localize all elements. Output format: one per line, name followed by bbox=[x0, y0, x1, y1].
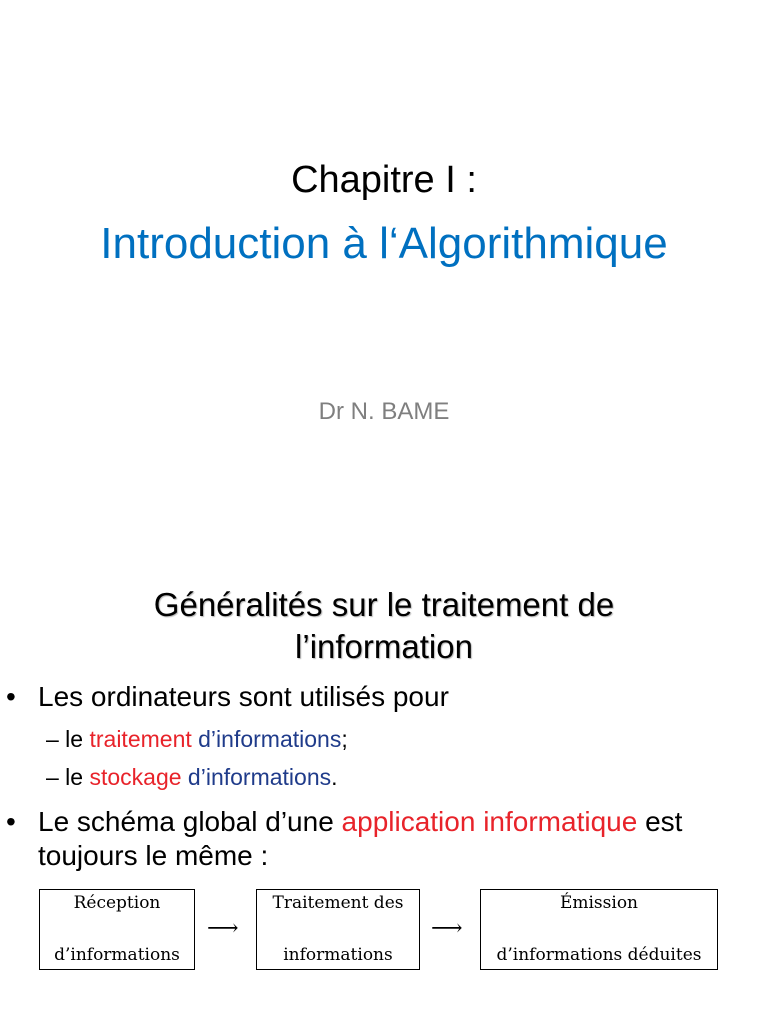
box-line2: d’informations déduites bbox=[496, 945, 702, 965]
bullet-text: Les ordinateurs sont utilisés pour bbox=[38, 681, 449, 712]
section-title-line2: l’information bbox=[295, 628, 473, 665]
subitem-highlight: stockage bbox=[89, 764, 182, 790]
subitem-rest: d’informations bbox=[181, 764, 332, 790]
bullet-text-before: Le schéma global d’une bbox=[38, 806, 342, 837]
bullet-text-after: est toujours le même : bbox=[38, 806, 683, 871]
section-title-line1: Généralités sur le traitement de bbox=[153, 586, 615, 623]
subitem-rest: d’informations bbox=[191, 726, 342, 752]
box-line1: Émission bbox=[559, 893, 639, 913]
bullet-text bbox=[6, 805, 766, 873]
bullet-schema bbox=[6, 805, 766, 873]
subitem-stockage bbox=[46, 763, 338, 791]
box-line1: Réception bbox=[73, 893, 161, 913]
subitem-prefix: – le bbox=[46, 764, 90, 790]
subitem-highlight: traitement bbox=[89, 726, 192, 752]
diagram-box-reception bbox=[39, 889, 195, 970]
bullet-highlight: application informatique bbox=[341, 806, 638, 837]
chapter-subtitle: Introduction à l‘Algorithmique bbox=[100, 219, 668, 268]
bullet-ordinateurs bbox=[6, 680, 766, 714]
bullet-marker: • bbox=[6, 806, 16, 837]
diagram-arrow-2: ⟶ bbox=[431, 916, 463, 941]
diagram-box-emission bbox=[480, 889, 718, 970]
diagram-arrow-1: ⟶ bbox=[207, 916, 239, 941]
bullet-marker: • bbox=[6, 681, 16, 712]
box-line2: informations bbox=[283, 945, 393, 965]
section-title bbox=[0, 584, 768, 668]
subitem-traitement bbox=[46, 725, 348, 753]
subitem-end: . bbox=[331, 764, 338, 790]
subitem-end: ; bbox=[341, 726, 348, 752]
diagram-box-traitement bbox=[256, 889, 420, 970]
subitem-prefix: – le bbox=[46, 726, 90, 752]
author-name: Dr N. BAME bbox=[318, 398, 450, 425]
box-line1: Traitement des bbox=[272, 893, 404, 913]
box-line2: d’informations bbox=[54, 945, 180, 965]
chapter-title: Chapitre I : bbox=[291, 159, 477, 201]
